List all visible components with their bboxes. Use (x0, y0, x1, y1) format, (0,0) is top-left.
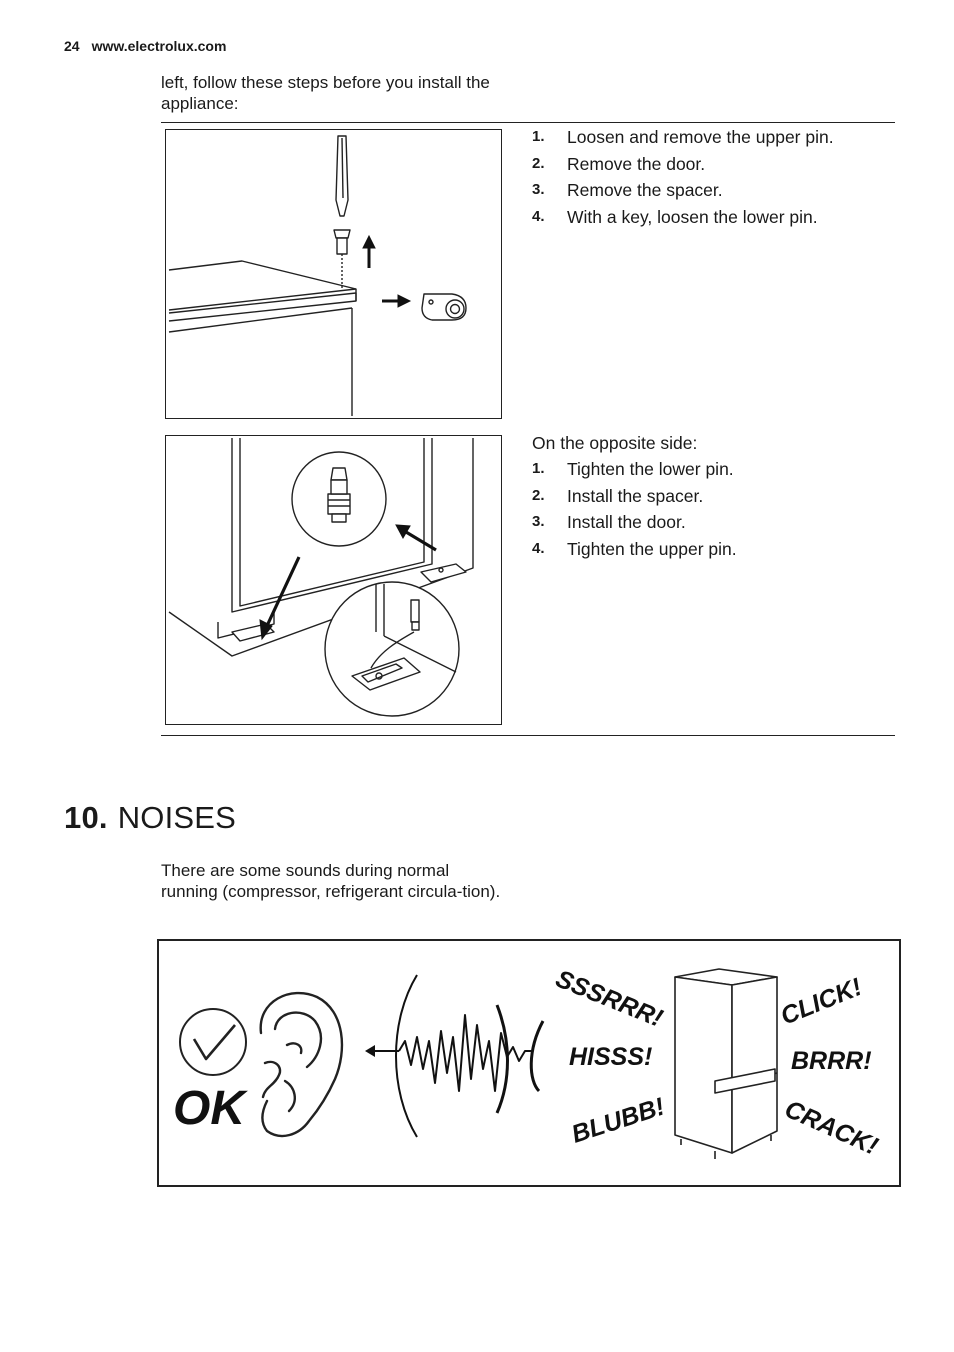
list-item: 4. With a key, loosen the lower pin. (532, 206, 818, 227)
noises-description: There are some sounds during normal running (compressor, refrigerant circula-tion). (161, 861, 501, 901)
list-item: 1. Loosen and remove the upper pin. (532, 127, 834, 147)
sound-label-crack: CRACK! (780, 1094, 883, 1161)
section-heading (64, 800, 236, 836)
sound-wave-icon (370, 975, 543, 1137)
table-top-rule (161, 122, 895, 123)
list-item: 3. Install the door. (532, 512, 686, 532)
removal-steps-list (532, 124, 912, 230)
section-number: 10. (64, 800, 108, 835)
list-item: 4. Tighten the upper pin. (532, 538, 737, 559)
noise-illustration (157, 939, 901, 1187)
sound-label-blubb: BLUBB! (568, 1092, 668, 1149)
table-bottom-rule (161, 735, 895, 736)
check-circle-icon (180, 1009, 246, 1075)
intro-text: left, follow these steps before you install the appliance: (161, 73, 490, 113)
sound-label-sssrrr: SSSRRR! (551, 964, 667, 1033)
opposite-side-lead: On the opposite side: (532, 433, 698, 453)
opposite-side-installation-illustration (165, 435, 502, 725)
page-header (64, 38, 226, 54)
page-number: 24 (64, 38, 80, 54)
sound-label-hisss: HISSS! (569, 1043, 653, 1071)
list-item: 2. Remove the door. (532, 153, 706, 174)
opposite-side-steps (532, 430, 912, 562)
upper-pin-removal-illustration (165, 129, 502, 419)
list-item: 2. Install the spacer. (532, 485, 704, 506)
ok-label: OK (173, 1082, 245, 1135)
sound-label-click: CLICK! (776, 972, 866, 1031)
website-url[interactable]: www.electrolux.com (91, 38, 227, 54)
fridge-icon (675, 969, 777, 1159)
sound-label-brrr: BRRR! (791, 1047, 872, 1075)
section-title: NOISES (117, 800, 237, 835)
list-item: 3. Remove the spacer. (532, 180, 723, 200)
ear-icon (261, 993, 342, 1136)
list-item: 1. Tighten the lower pin. (532, 459, 734, 479)
